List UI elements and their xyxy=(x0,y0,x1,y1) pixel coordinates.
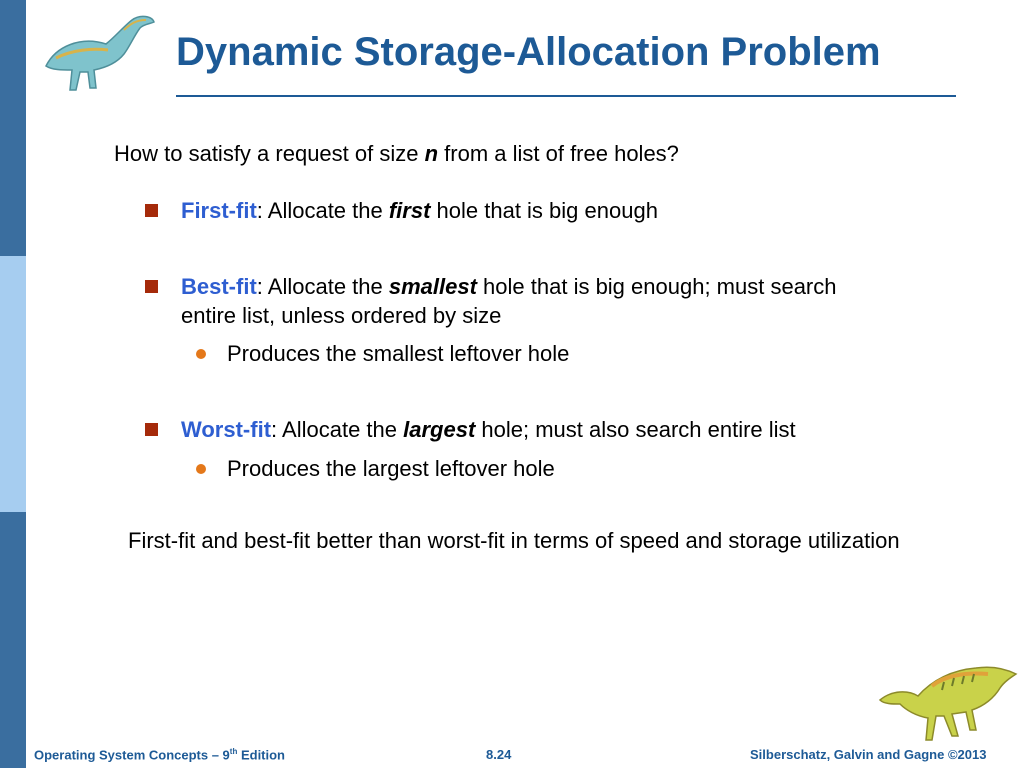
intro-suffix: from a list of free holes? xyxy=(438,141,679,166)
bullet-text: : Allocate the xyxy=(256,198,389,223)
footer-superscript: th xyxy=(229,747,238,756)
emphasis-largest: largest xyxy=(403,417,476,442)
sub-bullet-best-fit xyxy=(227,339,877,368)
bullet-text: hole that is big enough xyxy=(430,198,658,223)
term-worst-fit: Worst-fit xyxy=(181,417,272,442)
bullet-text: hole; must also search entire list xyxy=(475,417,796,442)
term-first-fit: First-fit xyxy=(181,198,257,223)
bullet-best-fit xyxy=(181,272,881,330)
round-bullet-icon xyxy=(196,464,206,474)
bullet-text: hole that is big enough; must search entire list, unless ordered by size xyxy=(181,274,837,328)
summary-text: First-fit and best-fit better than worst-fit in terms of speed and storage utilization xyxy=(128,528,900,553)
emphasis-smallest: smallest xyxy=(388,274,477,299)
sub-bullet-text: Produces the largest leftover hole xyxy=(227,456,555,481)
dinosaur-logo-bottom-icon xyxy=(872,660,1022,746)
footer-page-number: 8.24 xyxy=(486,747,512,762)
dinosaur-logo-top-icon xyxy=(36,6,160,96)
intro-variable: n xyxy=(424,141,439,166)
sub-bullet-worst-fit xyxy=(227,454,877,483)
square-bullet-icon xyxy=(145,423,158,436)
sidebar-band-top xyxy=(0,0,26,256)
footer-book-title xyxy=(34,747,285,762)
sub-bullet-text: Produces the smallest leftover hole xyxy=(227,341,570,366)
footer-title-suffix: Edition xyxy=(237,747,286,763)
square-bullet-icon xyxy=(145,280,158,293)
sidebar-band-middle xyxy=(0,256,26,512)
footer-copyright: Silberschatz, Galvin and Gagne ©2013 xyxy=(750,747,987,762)
bullet-first-fit xyxy=(181,196,881,225)
sidebar-band-bottom xyxy=(0,512,26,768)
bullet-text: : Allocate the xyxy=(256,274,389,299)
intro-question xyxy=(114,139,679,168)
round-bullet-icon xyxy=(196,349,206,359)
square-bullet-icon xyxy=(145,204,158,217)
title-underline xyxy=(176,95,956,97)
intro-prefix: How to satisfy a request of size xyxy=(114,141,425,166)
slide-title: Dynamic Storage-Allocation Problem xyxy=(176,30,881,74)
emphasis-first: first xyxy=(388,198,431,223)
bullet-worst-fit xyxy=(181,415,881,444)
bullet-text: : Allocate the xyxy=(271,417,404,442)
footer-title-text: Operating System Concepts – 9 xyxy=(34,747,230,763)
term-best-fit: Best-fit xyxy=(181,274,257,299)
